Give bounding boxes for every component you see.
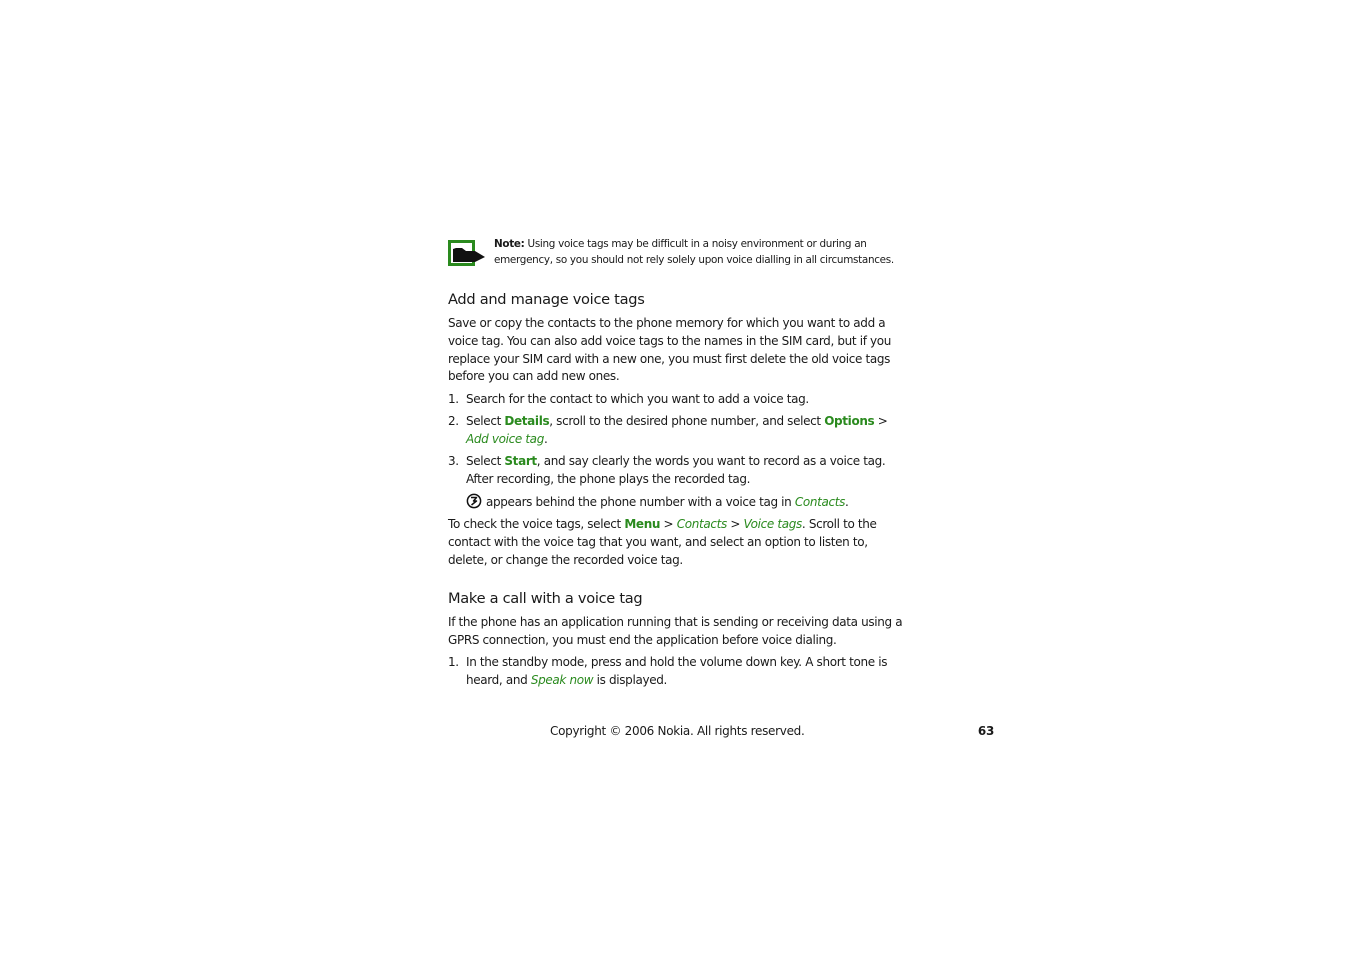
command-options: Options: [824, 413, 875, 428]
section-heading-make-call: Make a call with a voice tag: [448, 589, 643, 607]
step-text: , scroll to the desired phone number, and select: [549, 413, 825, 428]
step-text: In the standby mode, press and hold the volume down key. A short tone is heard, and: [466, 654, 888, 687]
section-heading-add-manage: Add and manage voice tags: [448, 291, 645, 308]
paragraph-text: . Scroll to the contact with the voice tag that you want, and select an option to listen to, delete, or change the recorded voice tag.: [448, 517, 877, 568]
paragraph-text: >: [660, 517, 677, 532]
display-text-speak-now: Speak now: [530, 672, 594, 687]
voice-tag-icon-note: [448, 493, 904, 512]
check-voice-tags-paragraph: [448, 516, 904, 569]
step-number: 2.: [448, 413, 459, 428]
step-item: [448, 453, 904, 489]
step-text: Select: [466, 413, 505, 428]
menu-item-contacts: Contacts: [794, 495, 846, 510]
copyright-notice: Copyright © 2006 Nokia. All rights reserved.: [550, 724, 805, 738]
step-item: [448, 391, 904, 409]
menu-item-voice-tags: Voice tags: [743, 517, 802, 532]
step-text: Select: [466, 454, 505, 469]
steps-add-manage: [448, 391, 904, 489]
step-text: Search for the contact to which you want to add a voice tag.: [466, 391, 809, 406]
note-text: Using voice tags may be difficult in a noisy environment or during an emergency, so you should not rely solely upon voice dialling in all circumstances.: [494, 238, 894, 266]
step-text: , and say clearly the words you want to record as a voice tag. After recording, the phone plays the recorded tag.: [466, 454, 886, 486]
section-intro-make-call: If the phone has an application running that is sending or receiving data using a GPRS connection, you must end the application before voice dialing.: [448, 614, 903, 647]
menu-item-contacts: Contacts: [676, 517, 727, 532]
step-text: is displayed.: [593, 672, 667, 687]
icon-note-text: appears behind the phone number with a voice tag in: [486, 495, 795, 510]
page-number: 63: [977, 724, 994, 738]
step-number: 1.: [448, 391, 459, 406]
note-label: Note:: [494, 238, 525, 250]
steps-make-call: [448, 654, 904, 690]
menu-item-add-voice-tag: Add voice tag: [466, 431, 544, 446]
paragraph-text: To check the voice tags, select: [448, 517, 625, 532]
step-text: >: [874, 413, 888, 428]
command-details: Details: [504, 413, 550, 428]
section-intro-add-manage: Save or copy the contacts to the phone memory for which you want to add a voice tag. You can also add voice tags to the names in the SIM card, but if you replace your SIM card with a new one, you must first delete the old voice tags before you can add new ones.: [448, 316, 892, 384]
step-number: 1.: [448, 654, 459, 669]
step-item: [448, 413, 904, 449]
icon-note-text: .: [845, 495, 849, 510]
paragraph-text: >: [726, 517, 744, 532]
step-text: .: [543, 431, 548, 446]
note-block: [448, 236, 904, 270]
voice-tag-icon: [466, 493, 482, 509]
command-menu: Menu: [624, 517, 661, 532]
step-number: 3.: [448, 454, 459, 469]
step-item: [448, 654, 904, 690]
manual-page: [448, 236, 904, 694]
note-hand-icon: [448, 240, 486, 266]
command-start: Start: [504, 454, 537, 469]
